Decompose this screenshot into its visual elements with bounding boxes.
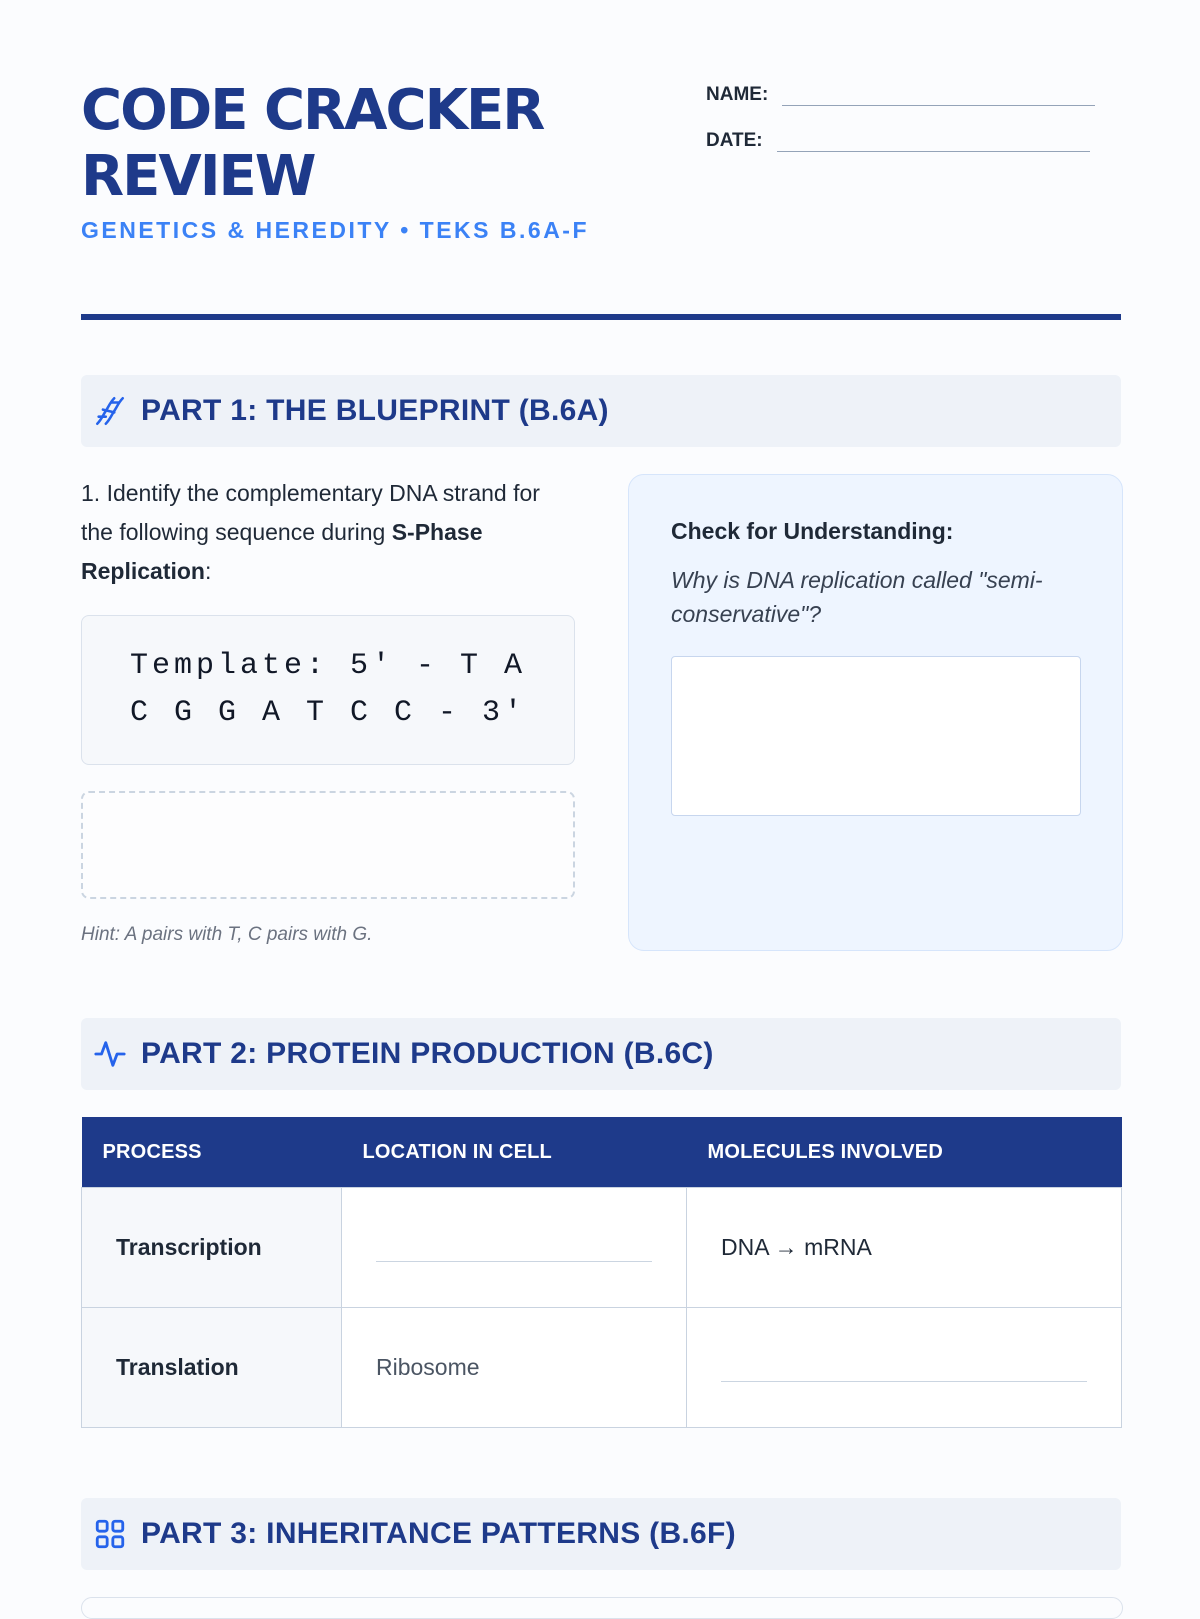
- worksheet-subtitle: GENETICS & HEREDITY • TEKS B.6A-F: [81, 217, 590, 243]
- column-header-process: PROCESS: [82, 1117, 342, 1188]
- protein-production-table: [81, 1117, 1122, 1428]
- check-understanding-question: Why is DNA replication called "semi-conservative"?: [671, 567, 1043, 627]
- question-1-bold: S-Phase Replication: [81, 519, 483, 584]
- date-field: [706, 130, 1090, 152]
- part2-header: [81, 1018, 1121, 1090]
- process-cell: Transcription: [82, 1188, 342, 1308]
- name-field: [706, 84, 1095, 106]
- activity-icon: [93, 1037, 127, 1071]
- column-header-molecules: MOLECULES INVOLVED: [687, 1117, 1122, 1188]
- question-1-text: 1. Identify the complementary DNA strand for the following sequence during: [81, 480, 540, 545]
- part1-header: [81, 375, 1121, 447]
- molecules-cell: DNA → mRNA: [687, 1188, 1122, 1308]
- grid-icon: [93, 1517, 127, 1551]
- part3-heading: PART 3: INHERITANCE PATTERNS (B.6F): [141, 1517, 736, 1550]
- column-header-location: LOCATION IN CELL: [342, 1117, 687, 1188]
- check-understanding-title: Check for Understanding:: [671, 518, 954, 544]
- worksheet-title: CODE CRACKER REVIEW: [81, 78, 544, 209]
- part3-header: [81, 1498, 1121, 1570]
- pairing-hint: Hint: A pairs with T, C pairs with G.: [81, 924, 373, 945]
- part1-heading: PART 1: THE BLUEPRINT (B.6A): [141, 394, 609, 427]
- table-row: [82, 1308, 1122, 1428]
- molecules-answer-cell[interactable]: [687, 1308, 1122, 1428]
- template-sequence-box: [81, 615, 575, 765]
- complementary-strand-answer-box[interactable]: [81, 791, 575, 899]
- part2-heading: PART 2: PROTEIN PRODUCTION (B.6C): [141, 1037, 714, 1070]
- check-understanding-card: [628, 474, 1123, 951]
- table-header-row: [82, 1117, 1122, 1188]
- question-1: [81, 474, 561, 591]
- answer-blank-line: [721, 1380, 1087, 1382]
- name-label: NAME:: [706, 84, 769, 105]
- semi-conservative-answer-box[interactable]: [671, 656, 1081, 816]
- location-cell: Ribosome: [342, 1308, 687, 1428]
- question-1-suffix: :: [204, 558, 212, 584]
- template-sequence: Template: 5' - T A C G G A T C C - 3': [129, 649, 527, 730]
- worksheet-page: [81, 0, 1121, 1600]
- date-line[interactable]: [777, 150, 1090, 152]
- dna-icon: [93, 394, 127, 428]
- date-label: DATE:: [706, 130, 763, 151]
- part3-content-card: [81, 1597, 1123, 1619]
- answer-blank-line: [376, 1260, 652, 1262]
- header-divider: [81, 314, 1121, 320]
- table-row: [82, 1188, 1122, 1308]
- name-line[interactable]: [782, 104, 1095, 106]
- location-answer-cell[interactable]: [342, 1188, 687, 1308]
- process-cell: Translation: [82, 1308, 342, 1428]
